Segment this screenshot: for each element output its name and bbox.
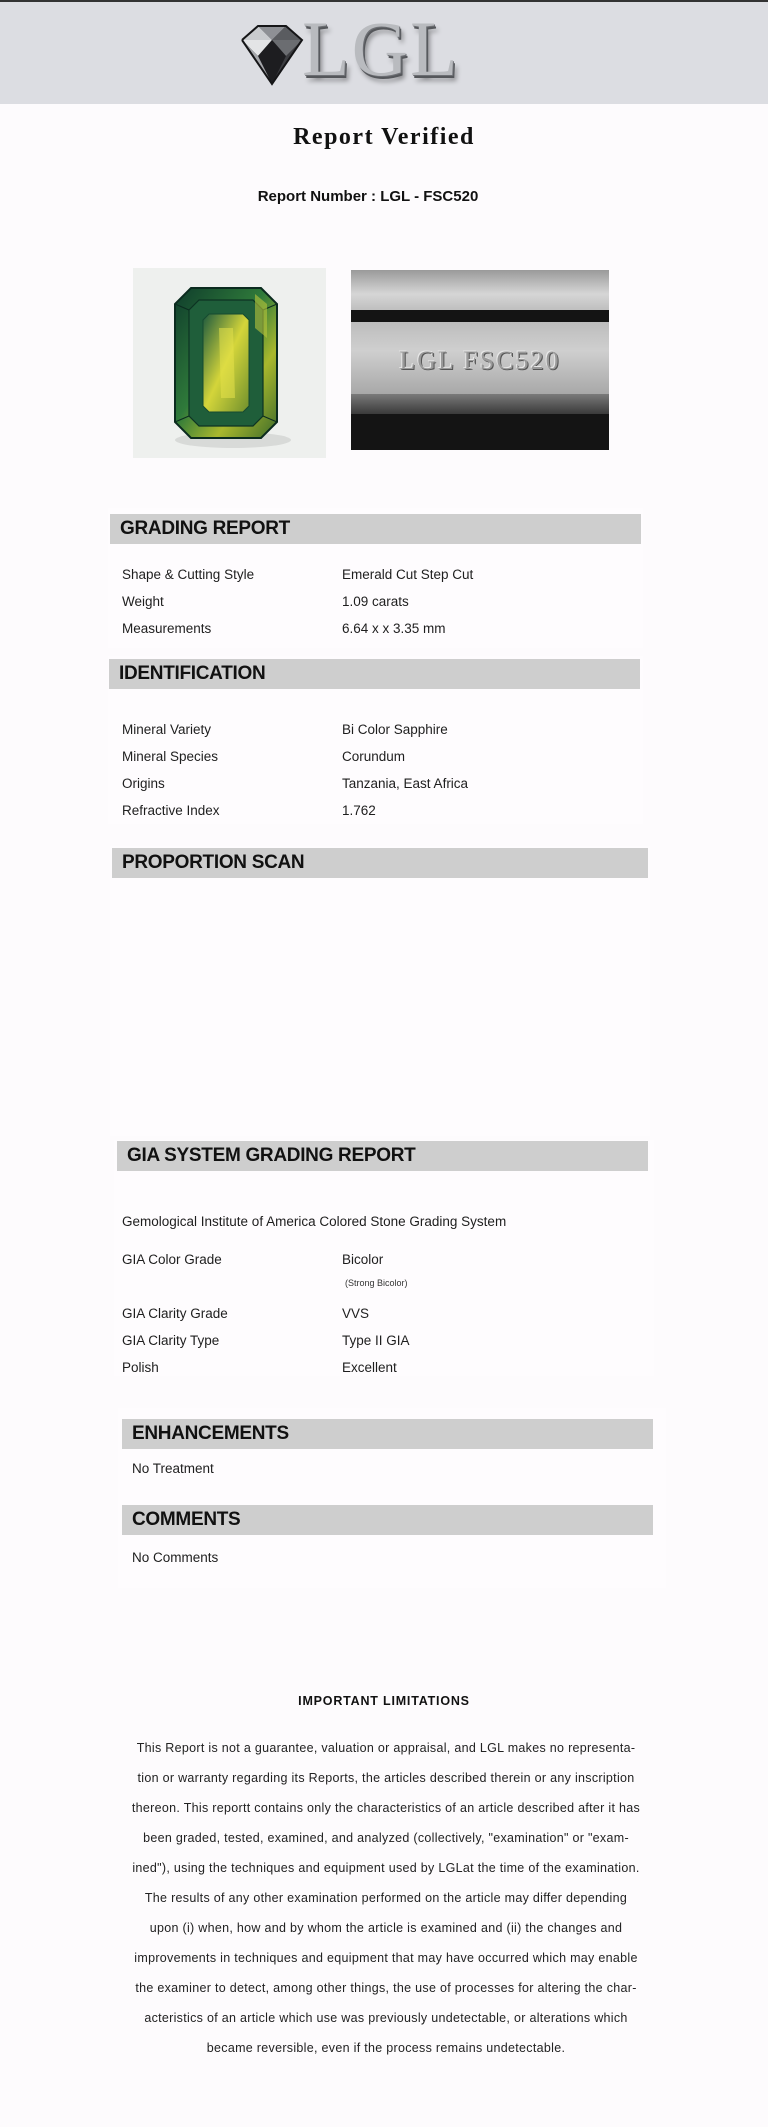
comments-text: No Comments (132, 1550, 219, 1565)
limitations-line: the examiner to detect, among other things, the use of processes for altering the char- (135, 1981, 637, 1995)
limitations-line: became reversible, even if the process remains undetectable. (206, 2041, 566, 2055)
diamond-icon (232, 22, 312, 88)
row-value: Type II GIA (342, 1333, 410, 1348)
lgl-logo (230, 5, 500, 96)
row-label: Refractive Index (122, 803, 220, 818)
limitations-title: IMPORTANT LIMITATIONS (298, 1694, 470, 1708)
limitations-line: improvements in techniques and equipment that may have occurred which may enable (134, 1951, 638, 1965)
limitations-line: ined"), using the techniques and equipment used by LGLat the time of the examination. (132, 1861, 640, 1875)
inscription-photo (351, 270, 609, 450)
row-label: GIA Clarity Type (122, 1333, 220, 1348)
row-label: Shape & Cutting Style (122, 567, 255, 582)
row-label: Measurements (122, 621, 212, 636)
row-value: Bicolor (342, 1252, 384, 1267)
row-label: Mineral Species (122, 749, 219, 764)
inscription-text: LGL FSC520 (399, 346, 561, 375)
limitations-line: upon (i) when, how and by whom the article is examined and (ii) the changes and (149, 1921, 623, 1935)
row-value: VVS (342, 1306, 370, 1321)
limitations-line: thereon. This reportt contains only the characteristics of an article described after it has (131, 1801, 641, 1815)
row-value: 6.64 x x 3.35 mm (342, 621, 446, 636)
row-label: Mineral Variety (122, 722, 212, 737)
enhancements-header: ENHANCEMENTS (122, 1419, 653, 1449)
enhancements-text: No Treatment (132, 1461, 214, 1476)
comments-header: COMMENTS (122, 1505, 653, 1535)
limitations-line: acteristics of an article which use was previously undetectable, or alterations which (144, 2011, 628, 2025)
limitations-line: This Report is not a guarantee, valuation or appraisal, and LGL makes no representa- (136, 1741, 636, 1755)
row-label: Weight (122, 594, 164, 609)
identification-header: IDENTIFICATION (109, 659, 640, 689)
limitations-body (118, 1733, 654, 2063)
row-value: Corundum (342, 749, 406, 764)
row-value: Bi Color Sapphire (342, 722, 448, 737)
row-value: 1.762 (342, 803, 376, 818)
gia-subtitle: Gemological Institute of America Colored Stone Grading System (122, 1214, 507, 1229)
limitations-line: The results of any other examination performed on the article may differ depending (144, 1891, 628, 1905)
page-title: Report Verified (293, 124, 475, 150)
header-bar (0, 0, 768, 104)
color-grade-note: (Strong Bicolor) (345, 1278, 408, 1288)
grading-report-header: GRADING REPORT (110, 514, 641, 544)
row-value: Excellent (342, 1360, 397, 1375)
gem-photo (133, 268, 326, 458)
row-label: Origins (122, 776, 165, 791)
report-number: Report Number : LGL - FSC520 (257, 188, 479, 205)
row-label: Polish (122, 1360, 159, 1375)
proportion-scan-panel (110, 846, 650, 1136)
proportion-scan-header: PROPORTION SCAN (112, 848, 648, 878)
limitations-line: been graded, tested, examined, and analyzed (collectively, "examination" or "exam- (143, 1831, 629, 1845)
inscription-shadow (351, 394, 609, 414)
inscription-band (351, 270, 609, 310)
limitations-line: tion or warranty regarding its Reports, the articles described therein or any inscription (137, 1771, 635, 1785)
row-label: GIA Color Grade (122, 1252, 222, 1267)
logo-wordmark: LGL (302, 5, 460, 92)
gia-report-header: GIA SYSTEM GRADING REPORT (117, 1141, 648, 1171)
row-value: Tanzania, East Africa (342, 776, 469, 791)
row-value: 1.09 carats (342, 594, 409, 609)
row-label: GIA Clarity Grade (122, 1306, 228, 1321)
row-value: Emerald Cut Step Cut (342, 567, 474, 582)
